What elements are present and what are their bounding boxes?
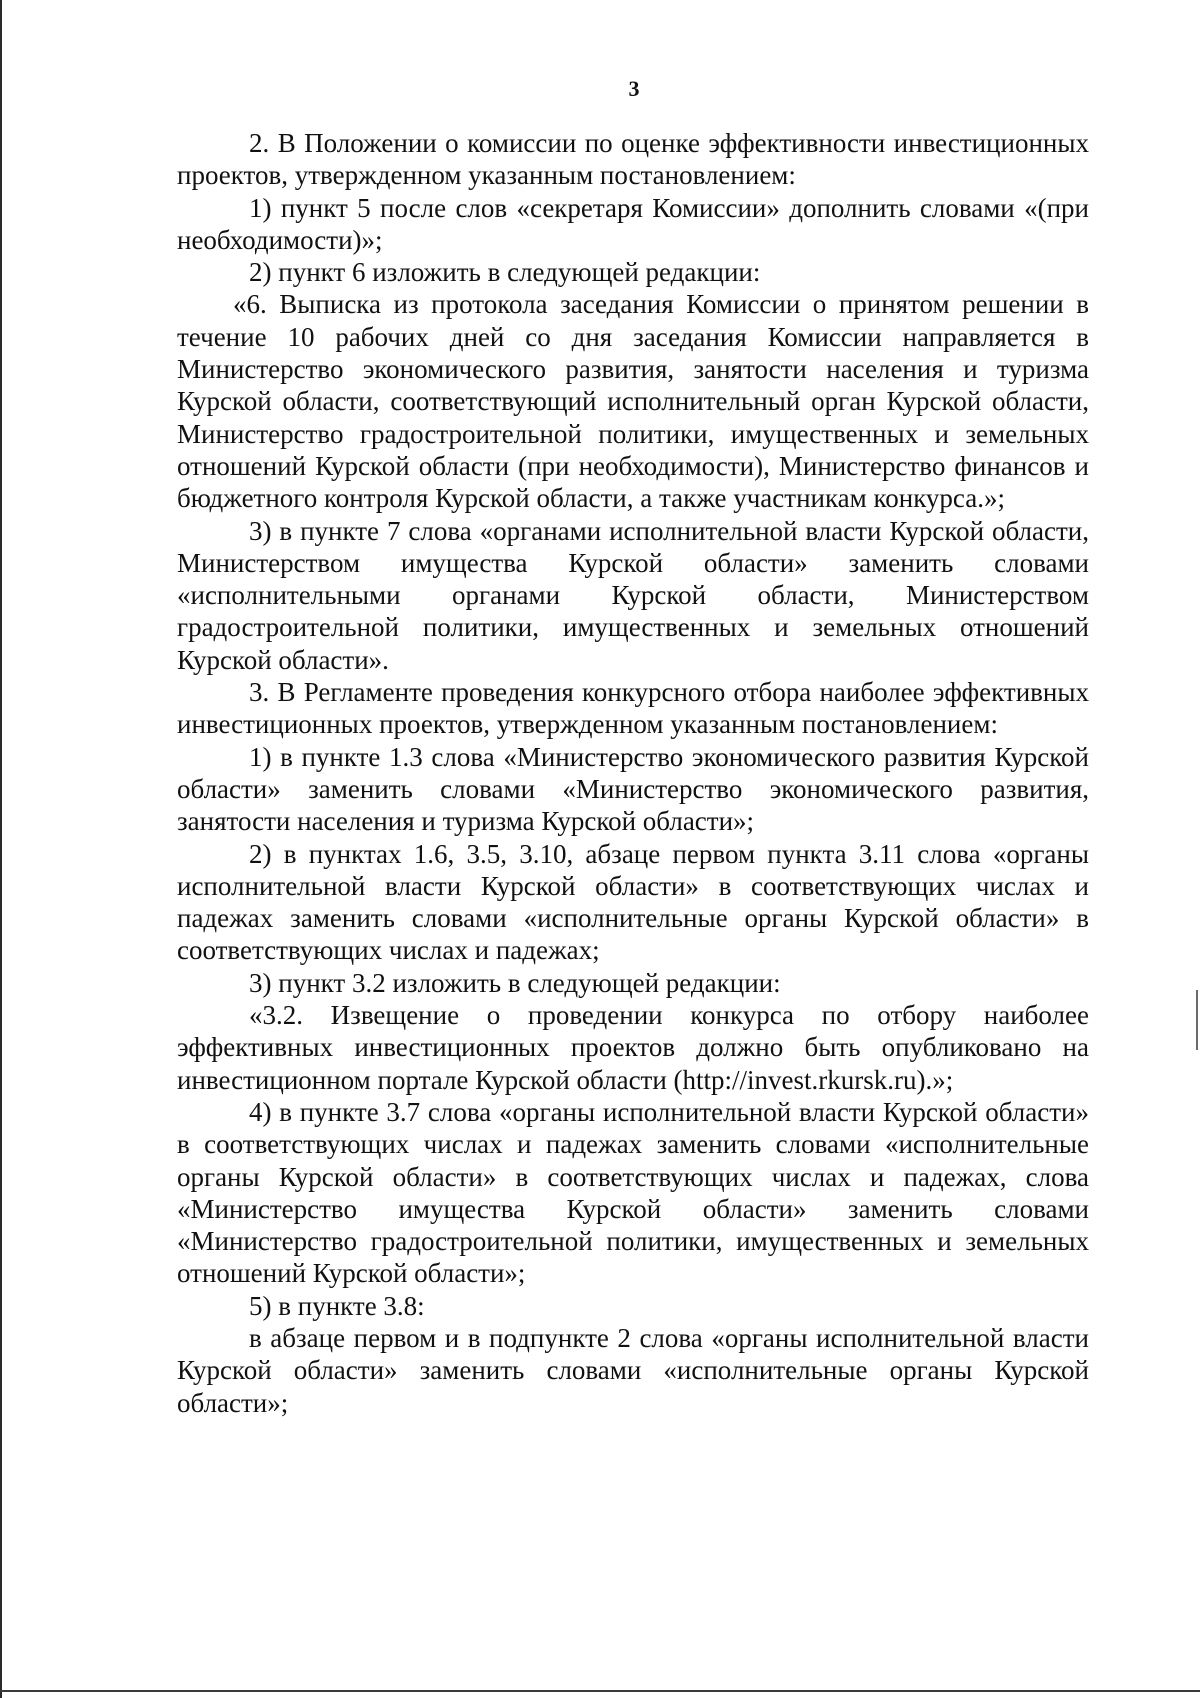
paragraph-2-2-item-6: 2) пункт 6 изложить в следующей редакции:	[249, 257, 761, 288]
paragraph-2-1-secretary: 1) пункт 5 после слов «секретаря Комиссии» дополнить словами «(при необходимости)»;	[177, 192, 1089, 255]
document-body	[177, 127, 1089, 1419]
paragraph-3-1-item-1-3: 1) в пункте 1.3 слова «Министерство экономического развития Курской области» заменить словами «Министерство экономического развития, занятости населения и туризма Курской области»;	[177, 741, 1089, 837]
scan-edge-bottom	[0, 1690, 1200, 1692]
paragraph-3-2-items-list: 2) в пунктах 1.6, 3.5, 3.10, абзаце первом пункта 3.11 слова «органы исполнительной власти Курской области» в соответствующих числах и падежах заменить словами «исполнительные органы Курской области» в соответствующих числах и падежах;	[177, 838, 1089, 966]
paragraph-3-5-item-3-8: 5) в пункте 3.8:	[249, 1290, 425, 1321]
paragraph-item-3-8-text: в абзаце первом и в подпункте 2 слова «органы исполнительной власти Курской области» заменить словами «исполнительные органы Курской области»;	[177, 1322, 1089, 1418]
page-number: 3	[628, 76, 640, 101]
paragraph-3-3-item-3-2: 3) пункт 3.2 изложить в следующей редакции:	[249, 967, 781, 998]
paragraph-2-commission-regulation: 2. В Положении о комиссии по оценке эффективности инвестиционных проектов, утвержденном указанным постановлением:	[177, 128, 1089, 191]
paragraph-3-competition-regulation: 3. В Регламенте проведения конкурсного отбора наиболее эффективных инвестиционных проектов, утвержденном указанным постановлением:	[177, 677, 1089, 740]
paragraph-item-6-text: «6. Выписка из протокола заседания Комиссии о принятом решении в течение 10 рабочих дней со дня заседания Комиссии направляется в Министерство экономического развития, занятости населения и туризма Курской области, соответствующий исполнительный орган Курской области, Министерство градостроительной политики, имущественных и земельных отношений Курской области (при необходимости), Министерство финансов и бюджетного контроля Курской области, а также участникам конкурса.»;	[177, 289, 1089, 514]
scan-edge-right-mark	[1196, 990, 1198, 1050]
paragraph-3-4-item-3-7: 4) в пункте 3.7 слова «органы исполнительной власти Курской области» в соответствующих числах и падежах заменить словами «исполнительные органы Курской области» в соответствующих числах и падежах, слова «Министерство имущества Курской области» заменить словами «Министерство градостроительной политики, имущественных и земельных отношений Курской области»;	[177, 1096, 1089, 1289]
scan-edge-left	[0, 0, 2, 1698]
paragraph-item-3-2-text: «3.2. Извещение о проведении конкурса по отбору наиболее эффективных инвестиционных проектов должно быть опубликовано на инвестиционном портале Курской области (http://invest.rkursk.ru).»;	[177, 1000, 1089, 1095]
paragraph-2-3-item-7: 3) в пункте 7 слова «органами исполнительной власти Курской области, Министерством имущества Курской области» заменить словами «исполнительными органами Курской области, Министерством градостроительной политики, имущественных и земельных отношений Курской области».	[177, 515, 1089, 675]
